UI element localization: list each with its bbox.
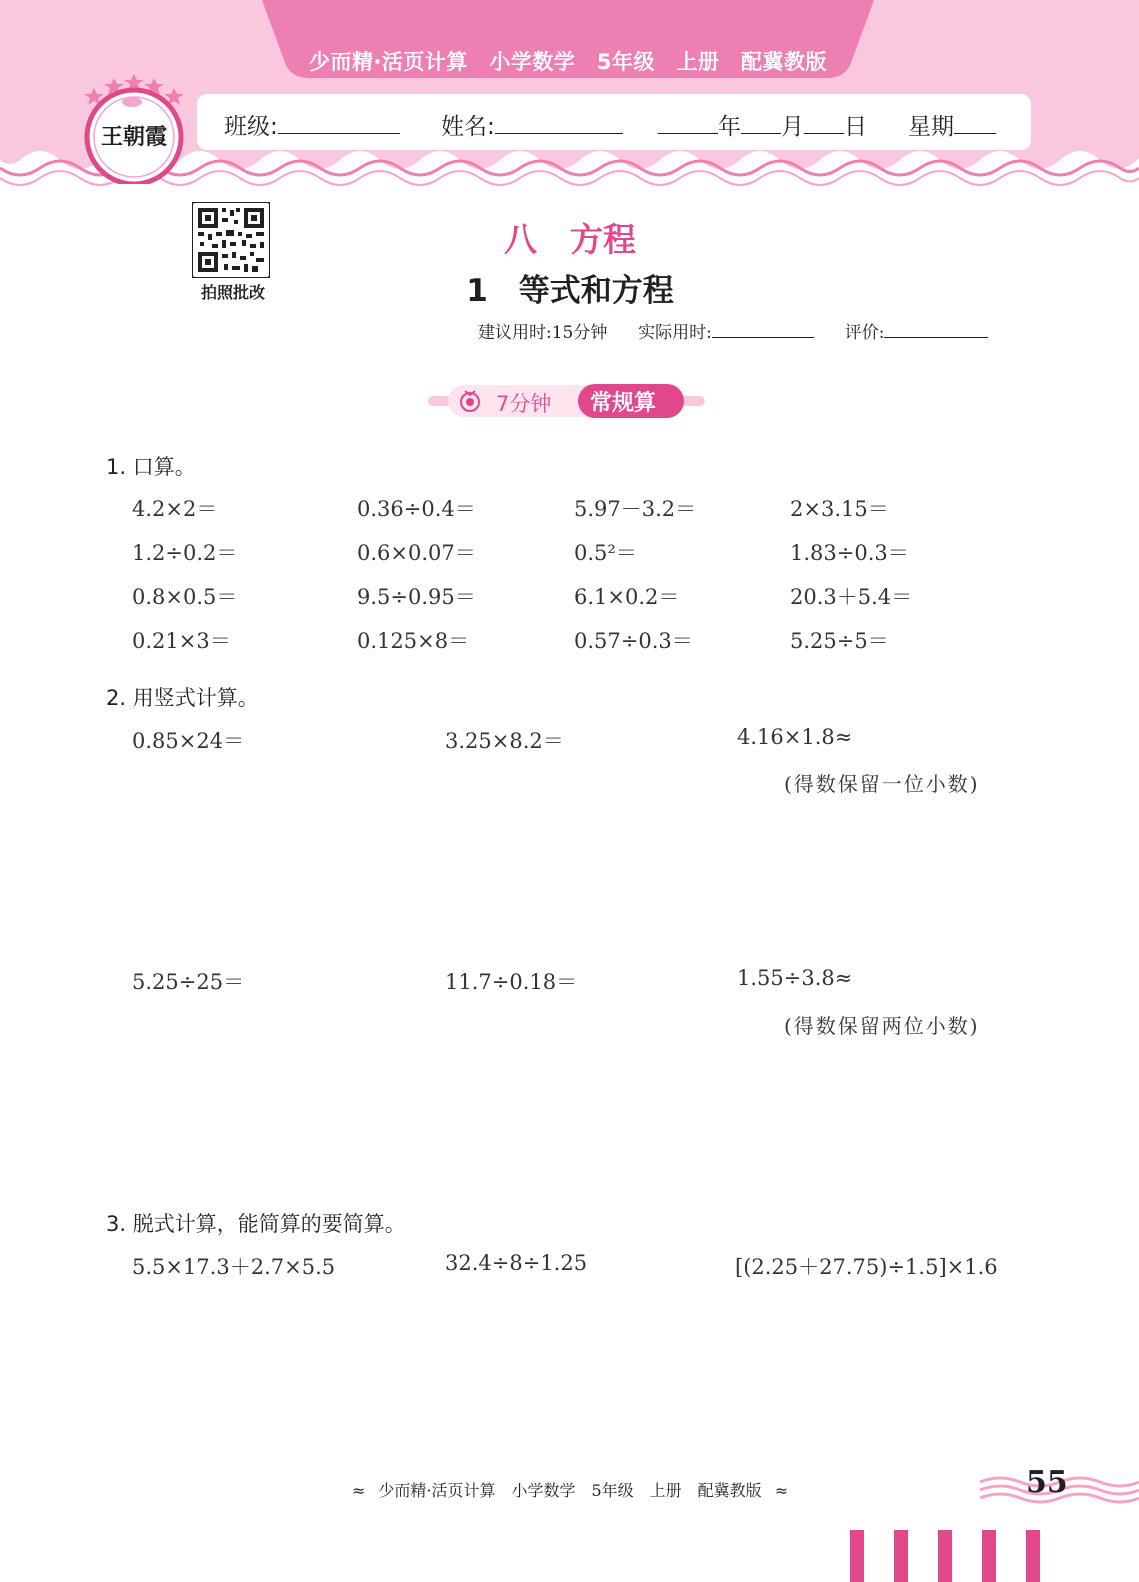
oral-item: 5.97－3.2＝ — [574, 497, 697, 521]
stepwise-calc-item: [(2.25＋27.75)÷1.5]×1.6 — [735, 1255, 998, 1279]
oral-item: 9.5÷0.95＝ — [357, 585, 476, 609]
actual-time-label: 实际用时: — [638, 323, 712, 343]
oral-item: 6.1×0.2＝ — [574, 585, 680, 609]
chapter-title: 八 方程 — [504, 220, 636, 259]
stepwise-calc-item: 32.4÷8÷1.25 — [445, 1251, 588, 1275]
logo-text: 王朝霞 — [100, 124, 168, 150]
oral-item: 1.2÷0.2＝ — [132, 541, 238, 565]
oral-item: 0.57÷0.3＝ — [574, 629, 693, 653]
timing-line — [478, 318, 988, 343]
vertical-calc-item: 0.85×24＝ — [132, 729, 245, 753]
lesson-title: 1 等式和方程 — [466, 273, 674, 309]
rating-blank[interactable] — [884, 319, 988, 338]
badge-time: 7分钟 — [496, 392, 552, 416]
oral-item: 1.83÷0.3＝ — [790, 541, 909, 565]
vertical-calc-item: 4.16×1.8≈ — [737, 725, 853, 749]
vertical-calc-item: 3.25×8.2＝ — [445, 729, 564, 753]
class-label: 班级: — [224, 114, 278, 140]
oral-item: 5.25÷5＝ — [790, 629, 889, 653]
year-label: 年 — [718, 114, 741, 140]
footer-series-text: ≈ 少而精·活页计算 小学数学 5年级 上册 配冀教版 ≈ — [351, 1481, 789, 1500]
weekday-field[interactable] — [908, 108, 996, 141]
day-label: 日 — [844, 114, 867, 140]
name-label: 姓名: — [441, 114, 495, 140]
oral-item: 0.36÷0.4＝ — [357, 497, 476, 521]
q2-heading: 2. 用竖式计算。 — [106, 686, 259, 710]
suggested-time: 建议用时:15分钟 — [478, 323, 608, 343]
oral-item: 4.2×2＝ — [132, 497, 218, 521]
name-field[interactable] — [441, 108, 623, 141]
date-field[interactable] — [658, 108, 867, 141]
rounding-note: (得数保留一位小数) — [784, 772, 980, 796]
vertical-calc-item: 5.25÷25＝ — [132, 970, 245, 994]
class-field[interactable] — [224, 108, 400, 141]
oral-item: 0.21×3＝ — [132, 629, 231, 653]
month-label: 月 — [781, 114, 804, 140]
weekday-label: 星期 — [908, 114, 954, 140]
page-number: 55 — [1026, 1465, 1068, 1500]
stepwise-calc-item: 5.5×17.3＋2.7×5.5 — [132, 1255, 336, 1279]
footer-bar-decoration — [850, 1530, 1139, 1582]
series-title: 少而精·活页计算 小学数学 5年级 上册 配冀教版 — [308, 50, 828, 74]
qr-code-icon[interactable] — [192, 202, 270, 278]
oral-item: 2×3.15＝ — [790, 497, 889, 521]
actual-time-blank[interactable] — [712, 319, 814, 338]
badge-label: 常规算 — [590, 391, 657, 416]
oral-item: 20.3＋5.4＝ — [790, 585, 913, 609]
vertical-calc-item: 11.7÷0.18＝ — [445, 970, 578, 994]
oral-item: 0.125×8＝ — [357, 629, 470, 653]
rounding-note: (得数保留两位小数) — [784, 1014, 980, 1038]
rating-label: 评价: — [844, 323, 885, 343]
vertical-calc-item: 1.55÷3.8≈ — [737, 966, 853, 990]
q1-heading: 1. 口算。 — [106, 455, 196, 479]
qr-caption: 拍照批改 — [200, 283, 265, 302]
oral-item: 0.8×0.5＝ — [132, 585, 238, 609]
oral-item: 0.6×0.07＝ — [357, 541, 476, 565]
section-badge — [428, 383, 705, 419]
brand-logo — [80, 72, 188, 184]
oral-item: 0.5²＝ — [574, 541, 637, 565]
q3-heading: 3. 脱式计算，能简算的要简算。 — [106, 1212, 406, 1236]
